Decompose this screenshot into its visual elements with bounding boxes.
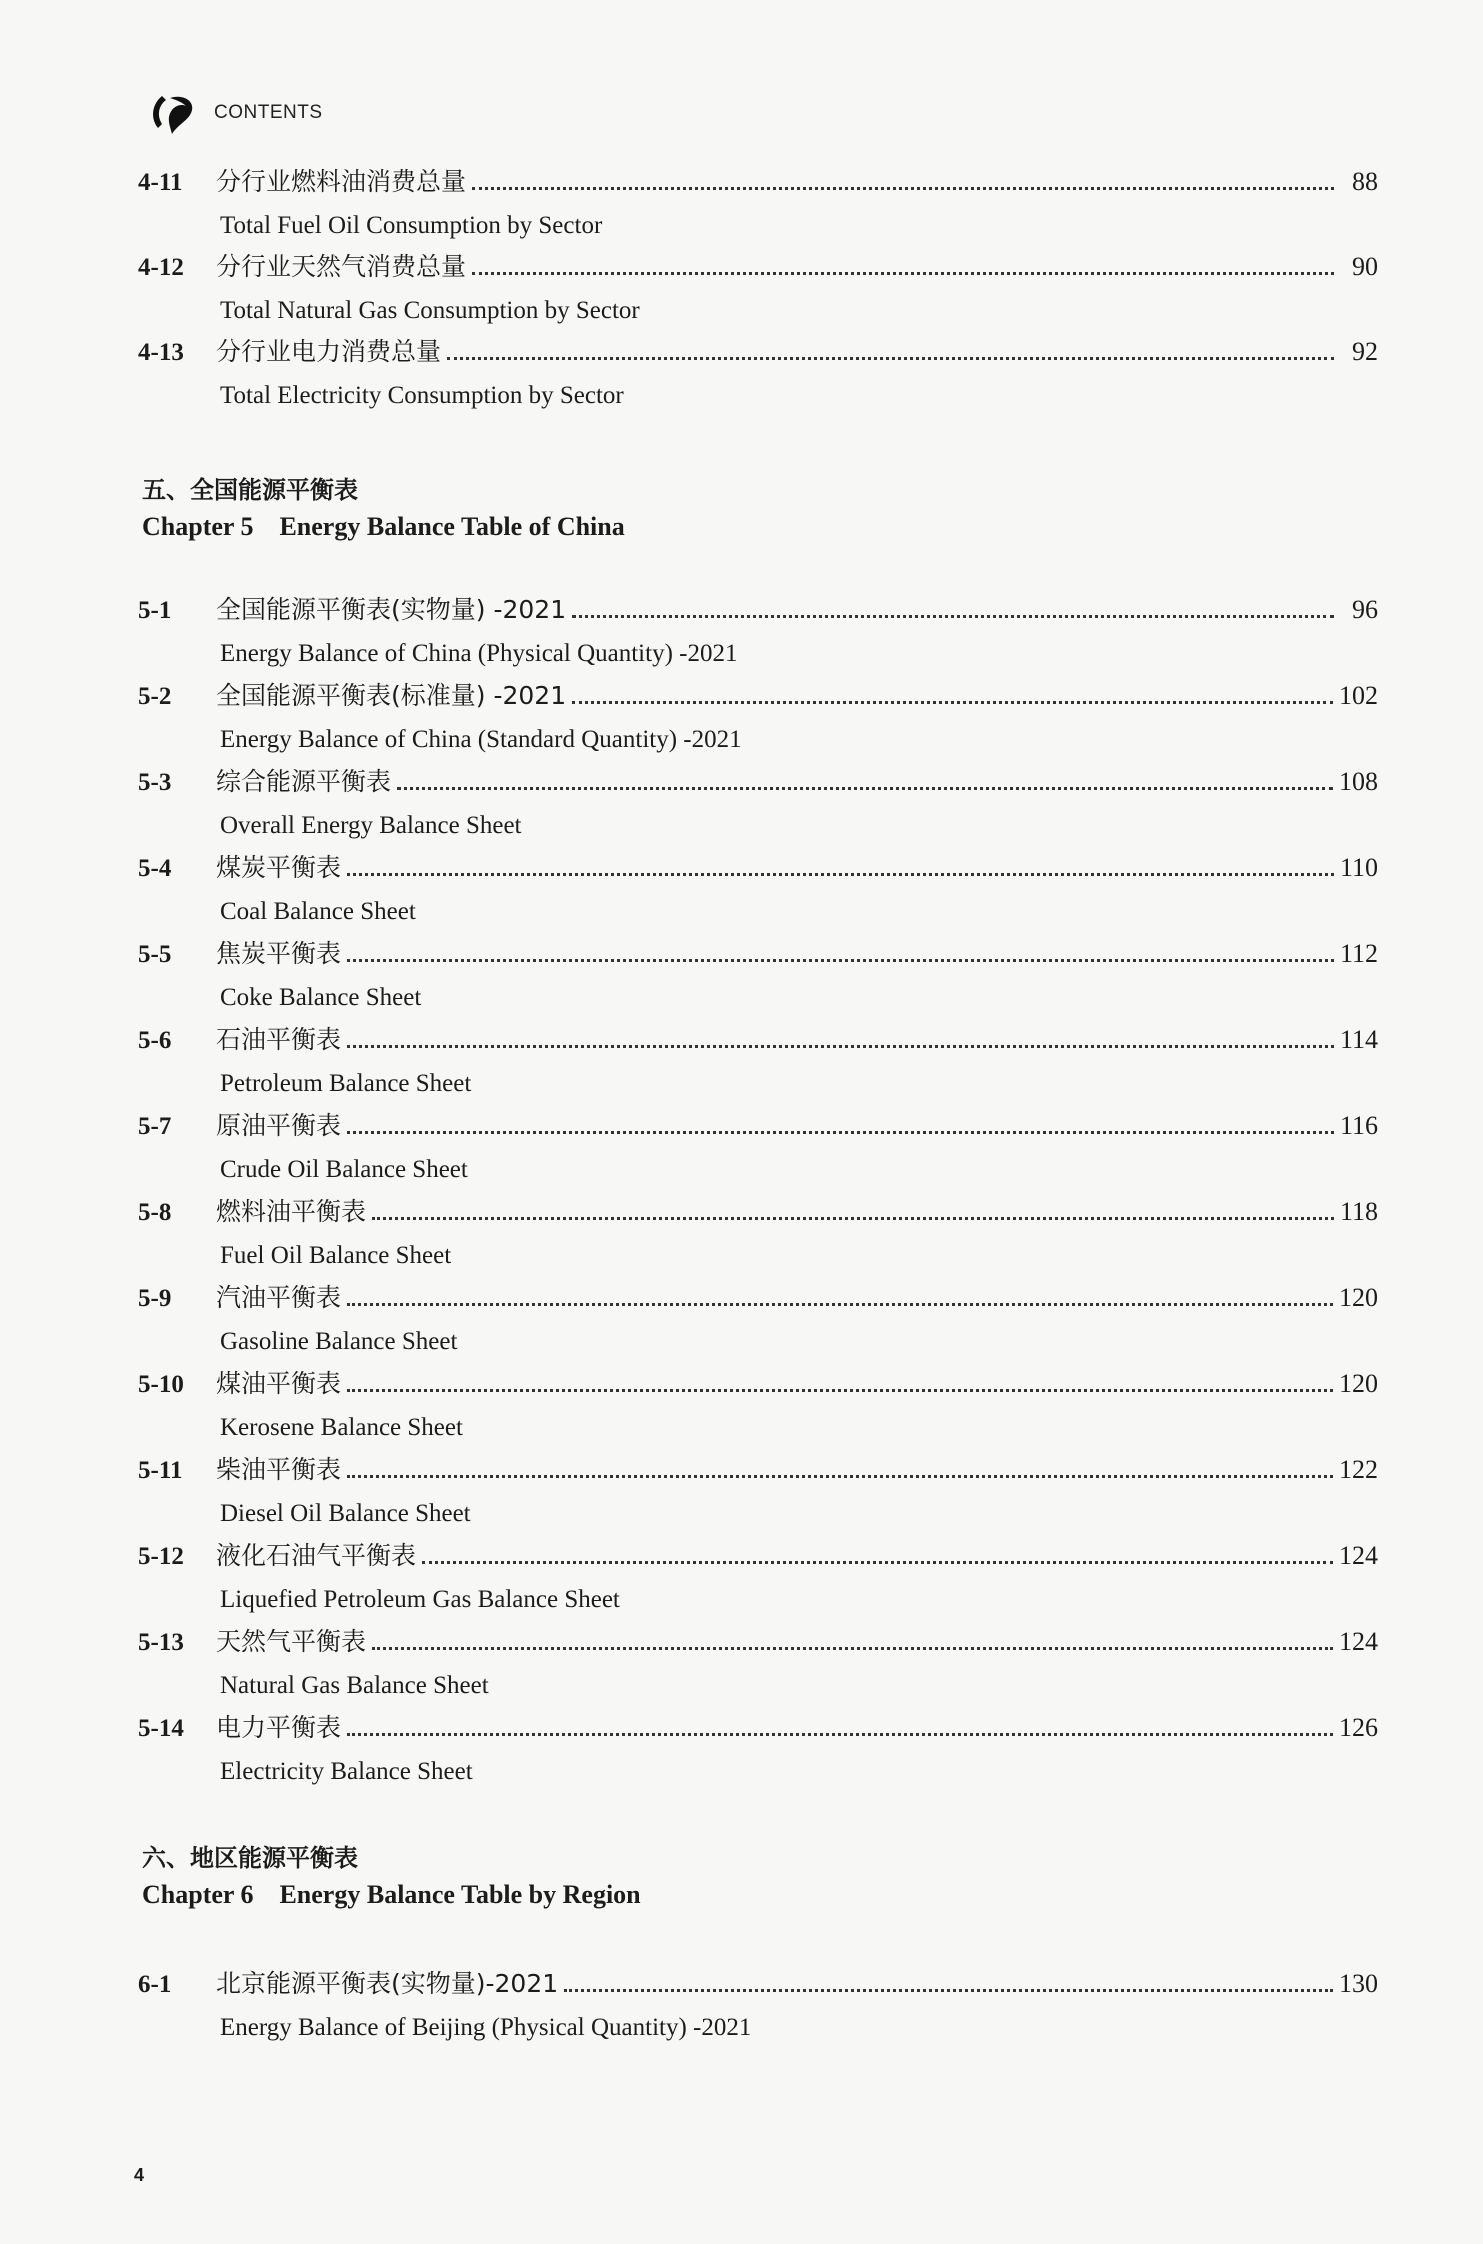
leader-dots — [372, 1647, 1333, 1650]
leader-dots — [347, 873, 1334, 876]
toc-entry[interactable] — [138, 249, 1378, 328]
entry-number: 4-13 — [138, 339, 184, 366]
entry-title-zh: 柴油平衡表 — [216, 1455, 342, 1484]
entry-title-zh: 分行业电力消费总量 — [216, 337, 442, 366]
toc-entry[interactable] — [138, 592, 1378, 671]
entry-title-zh: 燃料油平衡表 — [216, 1197, 367, 1226]
entry-page: 90 — [1352, 252, 1378, 281]
entry-page: 110 — [1339, 853, 1378, 882]
entry-page: 108 — [1339, 767, 1378, 796]
entry-page: 122 — [1339, 1455, 1378, 1484]
toc-entry[interactable] — [138, 1108, 1378, 1187]
toc-entry[interactable] — [138, 1710, 1378, 1789]
entry-number: 5-4 — [138, 855, 172, 882]
entry-title-en: Fuel Oil Balance Sheet — [220, 1242, 452, 1269]
leader-dots — [572, 615, 1334, 618]
toc-entry[interactable] — [138, 850, 1378, 929]
entry-title-en: Energy Balance of China (Physical Quantity) -2021 — [220, 640, 738, 667]
leader-dots — [564, 1989, 1333, 1992]
entry-title-zh: 石油平衡表 — [216, 1025, 342, 1054]
toc-entry[interactable] — [138, 936, 1378, 1015]
entry-title-zh: 焦炭平衡表 — [216, 939, 342, 968]
entry-title-zh: 全国能源平衡表(实物量) -2021 — [216, 595, 567, 624]
toc-entry[interactable] — [138, 1966, 1378, 2045]
leader-dots — [447, 357, 1334, 360]
entry-page: 114 — [1339, 1025, 1378, 1054]
entry-number: 5-6 — [138, 1027, 172, 1054]
entry-number: 5-9 — [138, 1285, 172, 1312]
leader-dots — [472, 272, 1334, 275]
leader-dots — [397, 787, 1333, 790]
chapter-5-title-en: Chapter 5 Energy Balance Table of China — [142, 512, 625, 541]
entry-title-zh: 分行业燃料油消费总量 — [216, 167, 467, 196]
entry-title-en: Coal Balance Sheet — [220, 898, 416, 925]
leader-dots — [347, 1303, 1333, 1306]
publisher-logo-icon — [148, 88, 200, 138]
entry-number: 5-11 — [138, 1457, 183, 1484]
footer-page-number: 4 — [134, 2165, 145, 2185]
entry-number: 5-12 — [138, 1543, 184, 1570]
entry-number: 4-11 — [138, 169, 183, 196]
entry-title-en: Kerosene Balance Sheet — [220, 1414, 463, 1441]
entry-title-zh: 分行业天然气消费总量 — [216, 252, 467, 281]
entry-page: 96 — [1352, 595, 1378, 624]
entry-page: 118 — [1339, 1197, 1378, 1226]
entry-title-zh: 煤油平衡表 — [216, 1369, 342, 1398]
entry-page: 124 — [1339, 1627, 1378, 1656]
toc-entry[interactable] — [138, 1022, 1378, 1101]
chapter-6-title-en: Chapter 6 Energy Balance Table by Region — [142, 1880, 641, 1909]
toc-entry[interactable] — [138, 1366, 1378, 1445]
entry-title-zh: 天然气平衡表 — [216, 1627, 367, 1656]
entry-title-zh: 液化石油气平衡表 — [216, 1541, 417, 1570]
entry-title-en: Petroleum Balance Sheet — [220, 1070, 472, 1097]
entry-title-en: Electricity Balance Sheet — [220, 1758, 473, 1785]
toc-entry[interactable] — [138, 164, 1378, 243]
entry-title-zh: 原油平衡表 — [216, 1111, 342, 1140]
entry-title-en: Energy Balance of Beijing (Physical Quantity) -2021 — [220, 2014, 752, 2041]
entry-page: 88 — [1352, 167, 1378, 196]
entry-number: 5-13 — [138, 1629, 184, 1656]
entry-title-en: Liquefied Petroleum Gas Balance Sheet — [220, 1586, 620, 1613]
toc-entry[interactable] — [138, 334, 1378, 413]
toc-entry[interactable] — [138, 1624, 1378, 1703]
entry-title-en: Total Electricity Consumption by Sector — [220, 382, 624, 409]
entry-page: 102 — [1339, 681, 1378, 710]
entry-number: 5-2 — [138, 683, 172, 710]
entry-title-en: Energy Balance of China (Standard Quantity) -2021 — [220, 726, 742, 753]
leader-dots — [372, 1217, 1334, 1220]
toc-entry[interactable] — [138, 1280, 1378, 1359]
entry-number: 5-3 — [138, 769, 172, 796]
entry-number: 5-8 — [138, 1199, 172, 1226]
entry-page: 120 — [1339, 1283, 1378, 1312]
leader-dots — [347, 1045, 1334, 1048]
entry-title-en: Gasoline Balance Sheet — [220, 1328, 458, 1355]
leader-dots — [347, 959, 1334, 962]
toc-entry[interactable] — [138, 678, 1378, 757]
entry-title-en: Coke Balance Sheet — [220, 984, 422, 1011]
entry-page: 120 — [1339, 1369, 1378, 1398]
page-header — [148, 88, 323, 138]
entry-page: 116 — [1339, 1111, 1378, 1140]
entry-title-en: Crude Oil Balance Sheet — [220, 1156, 468, 1183]
toc-entry[interactable] — [138, 1194, 1378, 1273]
contents-label: CONTENTS — [214, 102, 323, 123]
entry-number: 5-7 — [138, 1113, 172, 1140]
entry-page: 112 — [1339, 939, 1378, 968]
entry-page: 130 — [1339, 1969, 1378, 1998]
toc-entry[interactable] — [138, 1538, 1378, 1617]
leader-dots — [347, 1389, 1333, 1392]
entry-title-en: Overall Energy Balance Sheet — [220, 812, 522, 839]
toc-entry[interactable] — [138, 1452, 1378, 1531]
entry-number: 5-5 — [138, 941, 172, 968]
leader-dots — [422, 1561, 1333, 1564]
leader-dots — [347, 1131, 1334, 1134]
leader-dots — [347, 1733, 1333, 1736]
chapter-6-title-zh: 六、地区能源平衡表 — [142, 1844, 358, 1872]
entry-title-en: Total Natural Gas Consumption by Sector — [220, 297, 640, 324]
entry-title-en: Natural Gas Balance Sheet — [220, 1672, 489, 1699]
toc-entry[interactable] — [138, 764, 1378, 843]
entry-page: 92 — [1352, 337, 1378, 366]
entry-page: 126 — [1339, 1713, 1378, 1742]
entry-title-zh: 电力平衡表 — [216, 1713, 342, 1742]
entry-title-zh: 全国能源平衡表(标准量) -2021 — [216, 681, 567, 710]
entry-title-zh: 综合能源平衡表 — [216, 767, 392, 796]
leader-dots — [347, 1475, 1333, 1478]
entry-page: 124 — [1339, 1541, 1378, 1570]
entry-title-zh: 煤炭平衡表 — [216, 853, 342, 882]
entry-number: 6-1 — [138, 1971, 172, 1998]
leader-dots — [572, 701, 1333, 704]
entry-title-en: Diesel Oil Balance Sheet — [220, 1500, 471, 1527]
leader-dots — [472, 187, 1334, 190]
entry-number: 5-1 — [138, 597, 172, 624]
entry-number: 5-14 — [138, 1715, 184, 1742]
entry-number: 4-12 — [138, 254, 184, 281]
entry-title-en: Total Fuel Oil Consumption by Sector — [220, 212, 603, 239]
entry-title-zh: 北京能源平衡表(实物量)-2021 — [216, 1969, 559, 1998]
chapter-5-title-zh: 五、全国能源平衡表 — [142, 476, 358, 504]
entry-number: 5-10 — [138, 1371, 184, 1398]
entry-title-zh: 汽油平衡表 — [216, 1283, 342, 1312]
